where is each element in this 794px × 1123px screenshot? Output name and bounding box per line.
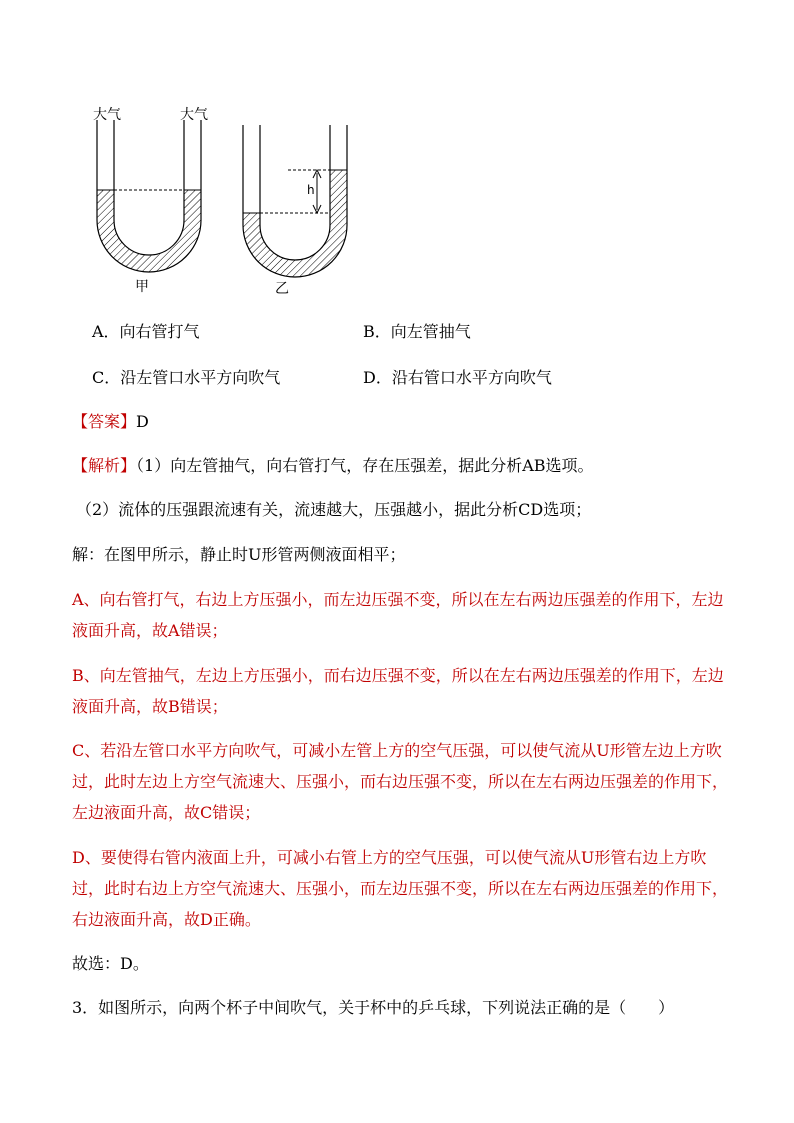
caption-jia: 甲 [135,279,149,295]
tube-jia [97,120,201,272]
answer-value: D [136,412,149,431]
question-3: 3．如图所示，向两个杯子中间吹气，关于杯中的乒乓球，下列说法正确的是（ ） [72,998,675,1017]
solution-intro: 解：在图甲所示，静止时U形管两侧液面相平； [72,545,406,564]
atmosphere-label-right: 大气 [180,107,208,123]
option-d: D．沿右管口水平方向吹气 [363,368,552,387]
answer-tag: 【答案】 [72,412,137,431]
tube-yi [243,125,347,277]
height-h-label: h [307,183,315,197]
caption-yi: 乙 [275,281,289,297]
analysis-line-1 [72,456,594,476]
u-tube-figure [80,100,380,300]
solution-choice: 故选：D。 [72,954,149,973]
analysis-text-2: （2）流体的压强跟流速有关，流速越大，压强越小，据此分析CD选项； [76,500,592,519]
analysis-tag: 【解析】 [72,456,137,475]
option-a: A．向右管打气 [92,322,200,341]
solution-b: B、向左管抽气，左边上方压强小，而右边压强不变，所以在左右两边压强差的作用下，左边液面升高，故B错误； [72,666,724,716]
option-c: C．沿左管口水平方向吹气 [92,368,281,387]
u-tube-diagram [80,100,380,300]
solution-a: A、向右管打气，右边上方压强小，而左边压强不变，所以在左右两边压强差的作用下，左边液面升高，故A错误； [72,590,724,640]
analysis-line-2 [76,500,591,520]
solution-c: C、若沿左管口水平方向吹气，可减小左管上方的空气压强，可以使气流从U形管左边上方吹过，此时左边上方空气流速大、压强小，而右边压强不变，所以在左右两边压强差的作用下，左边液面升高，故C错误； [72,741,729,822]
analysis-text-1: （1）向左管抽气，向右管打气，存在压强差，据此分析AB选项。 [136,456,594,475]
atmosphere-label-left: 大气 [93,107,121,123]
option-b: B．向左管抽气 [363,322,471,341]
answer-line [72,412,149,432]
solution-d: D、要使得右管内液面上升，可减小右管上方的空气压强，可以使气流从U形管右边上方吹过，此时右边上方空气流速大、压强小，而左边压强不变，所以在左右两边压强差的作用下，右边液面升高，故D正确。 [72,848,729,929]
